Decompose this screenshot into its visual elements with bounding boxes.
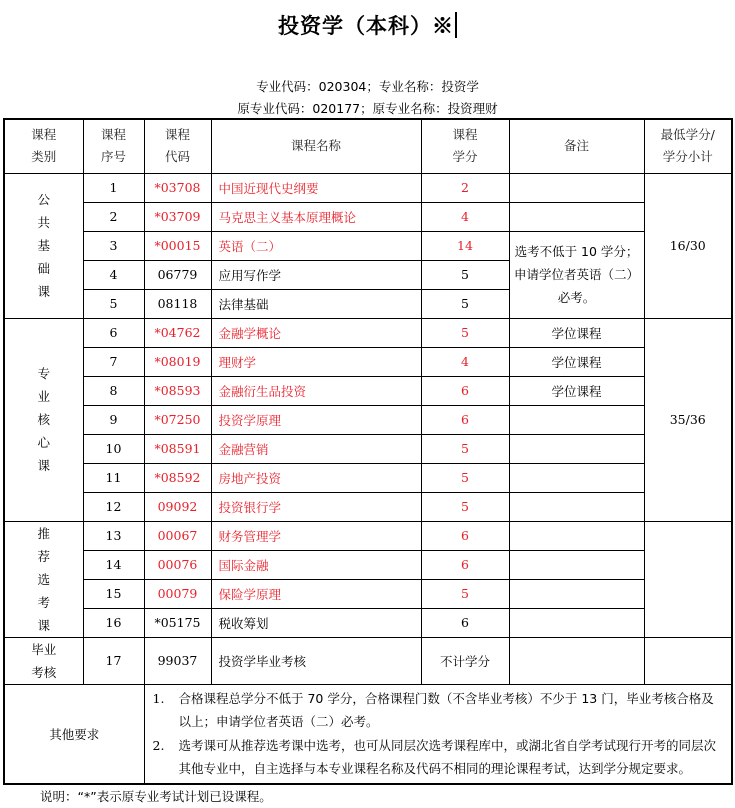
seq-cell: 12 <box>83 492 144 521</box>
credit-cell: 5 <box>421 289 509 318</box>
remark-cell: 学位课程 <box>509 376 644 405</box>
course-name-cell: 投资银行学 <box>211 492 421 521</box>
remark-cell <box>509 463 644 492</box>
requirement-item: 1. 合格课程总学分不低于 70 学分，合格课程门数（不含毕业考核）不少于 13 门，毕业考核合格及以上；申请学位者英语（二）必考。 <box>152 690 714 729</box>
table-row <box>4 434 732 463</box>
course-name-cell: 理财学 <box>211 347 421 376</box>
table-row <box>4 202 732 231</box>
header-seq: 课程 序号 <box>83 119 144 173</box>
major-info: 专业代码：020304；专业名称：投资学 <box>256 79 479 94</box>
credit-cell: 5 <box>421 579 509 608</box>
course-name-cell: 法律基础 <box>211 289 421 318</box>
credit-cell: 4 <box>421 202 509 231</box>
code-cell: *00015 <box>144 231 211 260</box>
code-cell: *05175 <box>144 608 211 637</box>
course-name-cell: 金融学概论 <box>211 318 421 347</box>
header-name: 课程名称 <box>211 119 421 173</box>
remark-cell <box>509 637 644 684</box>
credit-cell: 不计学分 <box>421 637 509 684</box>
code-cell: 00079 <box>144 579 211 608</box>
code-cell: 00067 <box>144 521 211 550</box>
remark-cell <box>509 521 644 550</box>
header-category: 课程 类别 <box>4 119 83 173</box>
seq-cell: 13 <box>83 521 144 550</box>
code-cell: 09092 <box>144 492 211 521</box>
credit-cell: 2 <box>421 173 509 202</box>
credit-cell: 6 <box>421 521 509 550</box>
remark-cell <box>509 550 644 579</box>
code-cell: 06779 <box>144 260 211 289</box>
remark-cell <box>509 173 644 202</box>
credit-cell: 5 <box>421 492 509 521</box>
code-cell: *04762 <box>144 318 211 347</box>
course-name-cell: 保险学原理 <box>211 579 421 608</box>
table-row <box>4 173 732 202</box>
table-row <box>4 521 732 550</box>
header-code: 课程 代码 <box>144 119 211 173</box>
code-cell: *07250 <box>144 405 211 434</box>
table-row <box>4 492 732 521</box>
credit-cell: 5 <box>421 463 509 492</box>
seq-cell: 9 <box>83 405 144 434</box>
seq-cell: 11 <box>83 463 144 492</box>
code-cell: 08118 <box>144 289 211 318</box>
code-cell: *03708 <box>144 173 211 202</box>
seq-cell: 14 <box>83 550 144 579</box>
table-row <box>4 463 732 492</box>
course-name-cell: 应用写作学 <box>211 260 421 289</box>
seq-cell: 3 <box>83 231 144 260</box>
seq-cell: 16 <box>83 608 144 637</box>
course-name-cell: 国际金融 <box>211 550 421 579</box>
table-row <box>4 318 732 347</box>
remark-cell <box>509 202 644 231</box>
seq-cell: 5 <box>83 289 144 318</box>
old-major-info: 原专业代码：020177；原专业名称：投资理财 <box>237 101 498 116</box>
table-row <box>4 550 732 579</box>
remark-cell <box>509 492 644 521</box>
seq-cell: 15 <box>83 579 144 608</box>
table-row <box>4 579 732 608</box>
course-name-cell: 投资学毕业考核 <box>211 637 421 684</box>
table-row <box>4 231 732 260</box>
course-name-cell: 中国近现代史纲要 <box>211 173 421 202</box>
table-row <box>4 376 732 405</box>
credit-cell: 5 <box>421 318 509 347</box>
seq-cell: 1 <box>83 173 144 202</box>
course-name-cell: 房地产投资 <box>211 463 421 492</box>
page-title <box>0 10 735 40</box>
course-name-cell: 英语（二） <box>211 231 421 260</box>
code-cell: *08593 <box>144 376 211 405</box>
other-requirements-label: 其他要求 <box>4 684 144 784</box>
code-cell: *08591 <box>144 434 211 463</box>
group-remark-cell: 选考不低于 10 学分；申请学位者英语（二）必考。 <box>509 231 644 318</box>
remark-cell <box>509 579 644 608</box>
table-row <box>4 405 732 434</box>
seq-cell: 7 <box>83 347 144 376</box>
remark-cell <box>509 405 644 434</box>
course-name-cell: 金融营销 <box>211 434 421 463</box>
remark-cell: 学位课程 <box>509 318 644 347</box>
credit-cell: 5 <box>421 260 509 289</box>
category-graduation-assessment: 毕业 考核 <box>4 637 83 684</box>
course-name-cell: 金融衍生品投资 <box>211 376 421 405</box>
subtotal-cell: 35/36 <box>644 318 732 521</box>
footnote: 说明：“*”表示原专业考试计划已设课程。 <box>40 789 272 804</box>
seq-cell: 4 <box>83 260 144 289</box>
header-credit: 课程 学分 <box>421 119 509 173</box>
course-name-cell: 税收筹划 <box>211 608 421 637</box>
code-cell: *03709 <box>144 202 211 231</box>
category-public-basic: 公 共 基 础 课 <box>4 173 83 318</box>
credit-cell: 5 <box>421 434 509 463</box>
subtotal-cell <box>644 521 732 637</box>
code-cell: *08019 <box>144 347 211 376</box>
credit-cell: 14 <box>421 231 509 260</box>
course-plan-table <box>3 118 733 785</box>
course-name-cell: 财务管理学 <box>211 521 421 550</box>
code-cell: 99037 <box>144 637 211 684</box>
credit-cell: 6 <box>421 550 509 579</box>
text-cursor <box>455 12 457 38</box>
remark-cell: 学位课程 <box>509 347 644 376</box>
course-name-cell: 投资学原理 <box>211 405 421 434</box>
requirement-item: 2. 选考课可从推荐选考课中选考，也可从同层次选考课程库中，或湖北省自学考试现行开考的同层次其他专业中，自主选择与本专业课程名称及代码不相同的理论课程考试，达到学分规定要求。 <box>152 737 717 776</box>
code-cell: 00076 <box>144 550 211 579</box>
subtotal-cell <box>644 637 732 684</box>
table-header-row <box>4 119 732 173</box>
seq-cell: 17 <box>83 637 144 684</box>
table-row <box>4 608 732 637</box>
credit-cell: 6 <box>421 608 509 637</box>
course-name-cell: 马克思主义基本原理概论 <box>211 202 421 231</box>
seq-cell: 10 <box>83 434 144 463</box>
code-cell: *08592 <box>144 463 211 492</box>
other-requirements-content <box>144 684 732 784</box>
remark-cell <box>509 434 644 463</box>
subtotal-cell: 16/30 <box>644 173 732 318</box>
seq-cell: 6 <box>83 318 144 347</box>
table-row <box>4 637 732 684</box>
header-min-credit: 最低学分/ 学分小计 <box>644 119 732 173</box>
seq-cell: 8 <box>83 376 144 405</box>
other-requirements-row <box>4 684 732 784</box>
seq-cell: 2 <box>83 202 144 231</box>
title-text: 投资学（本科）※ <box>278 13 454 38</box>
credit-cell: 6 <box>421 405 509 434</box>
table-row <box>4 347 732 376</box>
credit-cell: 6 <box>421 376 509 405</box>
category-recommended-elective: 推 荐 选 考 课 <box>4 521 83 637</box>
remark-cell <box>509 608 644 637</box>
header-remark: 备注 <box>509 119 644 173</box>
credit-cell: 4 <box>421 347 509 376</box>
category-major-core: 专 业 核 心 课 <box>4 318 83 521</box>
